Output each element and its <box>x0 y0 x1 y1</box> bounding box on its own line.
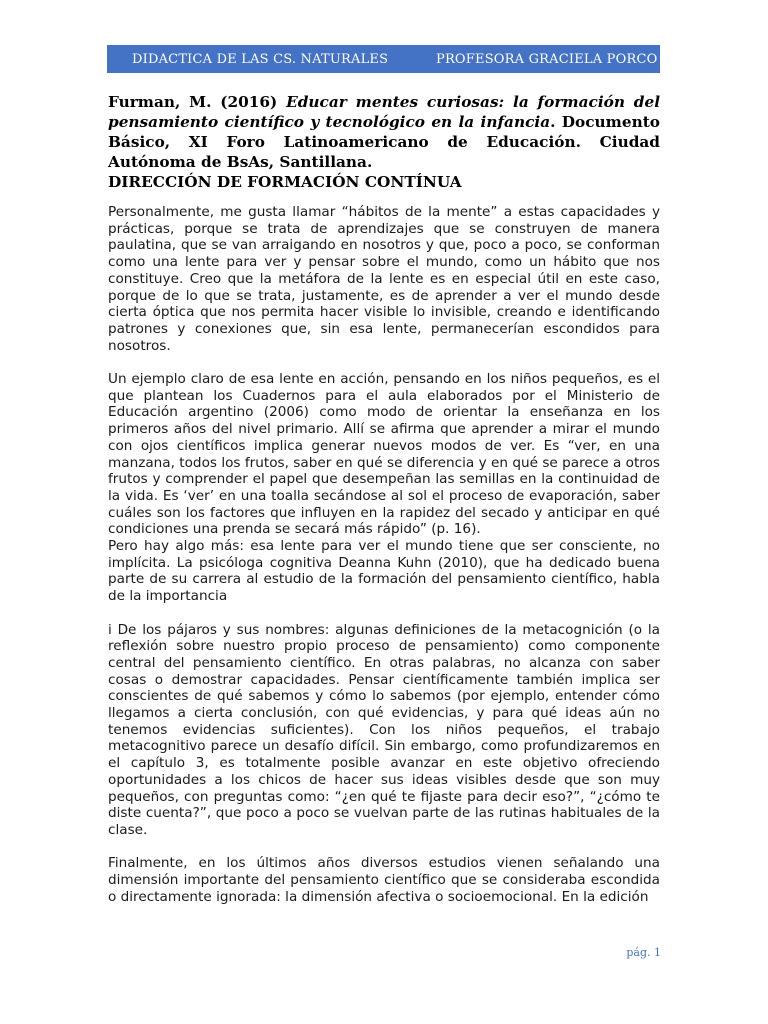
citation-publication-details: . Documento Básico, XI Foro Latinoamericano de Educación. Ciudad Autónoma de BsAs, Santillana. <box>108 113 660 171</box>
body-paragraph: Pero hay algo más: esa lente para ver el mundo tiene que ser consciente, no implícita. La psicóloga cognitiva Deanna Kuhn (2010), que ha dedicado buena parte de su carrera al estudio de la formación del pensamiento científico, habla de la importancia <box>108 538 660 605</box>
section-heading: DIRECCIÓN DE FORMACIÓN CONTÍNUA <box>108 173 462 191</box>
citation-author-year: Furman, M. (2016) <box>108 93 287 111</box>
page-number: pág. 1 <box>626 946 661 959</box>
body-paragraph: Finalmente, en los últimos años diversos estudios vienen señalando una dimensión importante del pensamiento científico que se consideraba escondida o directamente ignorada: la dimensión afectiva o socioemocional. En la edición <box>108 855 660 905</box>
header-course-title: DIDACTICA DE LAS CS. NATURALES <box>132 52 389 67</box>
header-professor-name: PROFESORA GRACIELA PORCO <box>436 52 658 67</box>
document-body <box>108 92 660 905</box>
body-paragraph: Un ejemplo claro de esa lente en acción, pensando en los niños pequeños, es el que plantean los Cuadernos para el aula elaborados por el Ministerio de Educación argentino (2006) como modo de orientar la enseñanza en los primeros años del nivel primario. Allí se afirma que aprender a mirar el mundo con ojos científicos implica generar nuevos modos de ver. Es “ver, en una manzana, todos los frutos, saber en qué se diferencia y en qué se parece a otros frutos y comprender el papel que desempeñan las semillas en la continuidad de la vida. Es ‘ver’ en una toalla secándose al sol el proceso de evaporación, saber cuáles son los factores que influyen en la rapidez del secado y anticipar en qué condiciones una prenda se secará más rápido” (p. 16). <box>108 371 660 538</box>
page-header <box>107 45 660 73</box>
body-paragraph: i De los pájaros y sus nombres: algunas definiciones de la metacognición (o la reflexión sobre nuestro propio proceso de pensamiento) como componente central del pensamiento científico. En otras palabras, no alcanza con saber cosas o demostrar capacidades. Pensar científicamente también implica ser conscientes de qué sabemos y cómo lo sabemos (por ejemplo, entender cómo llegamos a cierta conclusión, con qué evidencias, y para qué ideas aún no tenemos evidencias suficientes). Con los niños pequeños, el trabajo metacognitivo parece un desafío difícil. Sin embargo, como profundizaremos en el capítulo 3, es totalmente posible avanzar en este objetivo ofreciendo oportunidades a los chicos de hacer sus ideas visibles desde que son muy pequeños, con preguntas como: “¿en qué te fijaste para decir eso?”, “¿cómo te diste cuenta?”, que poco a poco se vuelvan parte de las rutinas habituales de la clase. <box>108 621 660 838</box>
citation-book-title: Educar mentes curiosas: la formación del pensamiento científico y tecnológico en la infancia <box>108 93 661 131</box>
bibliographic-citation <box>108 92 660 172</box>
body-paragraph: Personalmente, me gusta llamar “hábitos de la mente” a estas capacidades y prácticas, porque se trata de aprendizajes que se construyen de manera paulatina, que se van arraigando en nosotros y que, poco a poco, se conforman como una lente para ver y pensar sobre el mundo, como un hábito que nos constituye. Creo que la metáfora de la lente es en especial útil en este caso, porque de lo que se trata, justamente, es de aprender a ver el mundo desde cierta óptica que nos permita hacer visible lo invisible, creando e identificando patrones y conexiones que, sin esa lente, permanecerían escondidos para nosotros. <box>108 204 660 354</box>
